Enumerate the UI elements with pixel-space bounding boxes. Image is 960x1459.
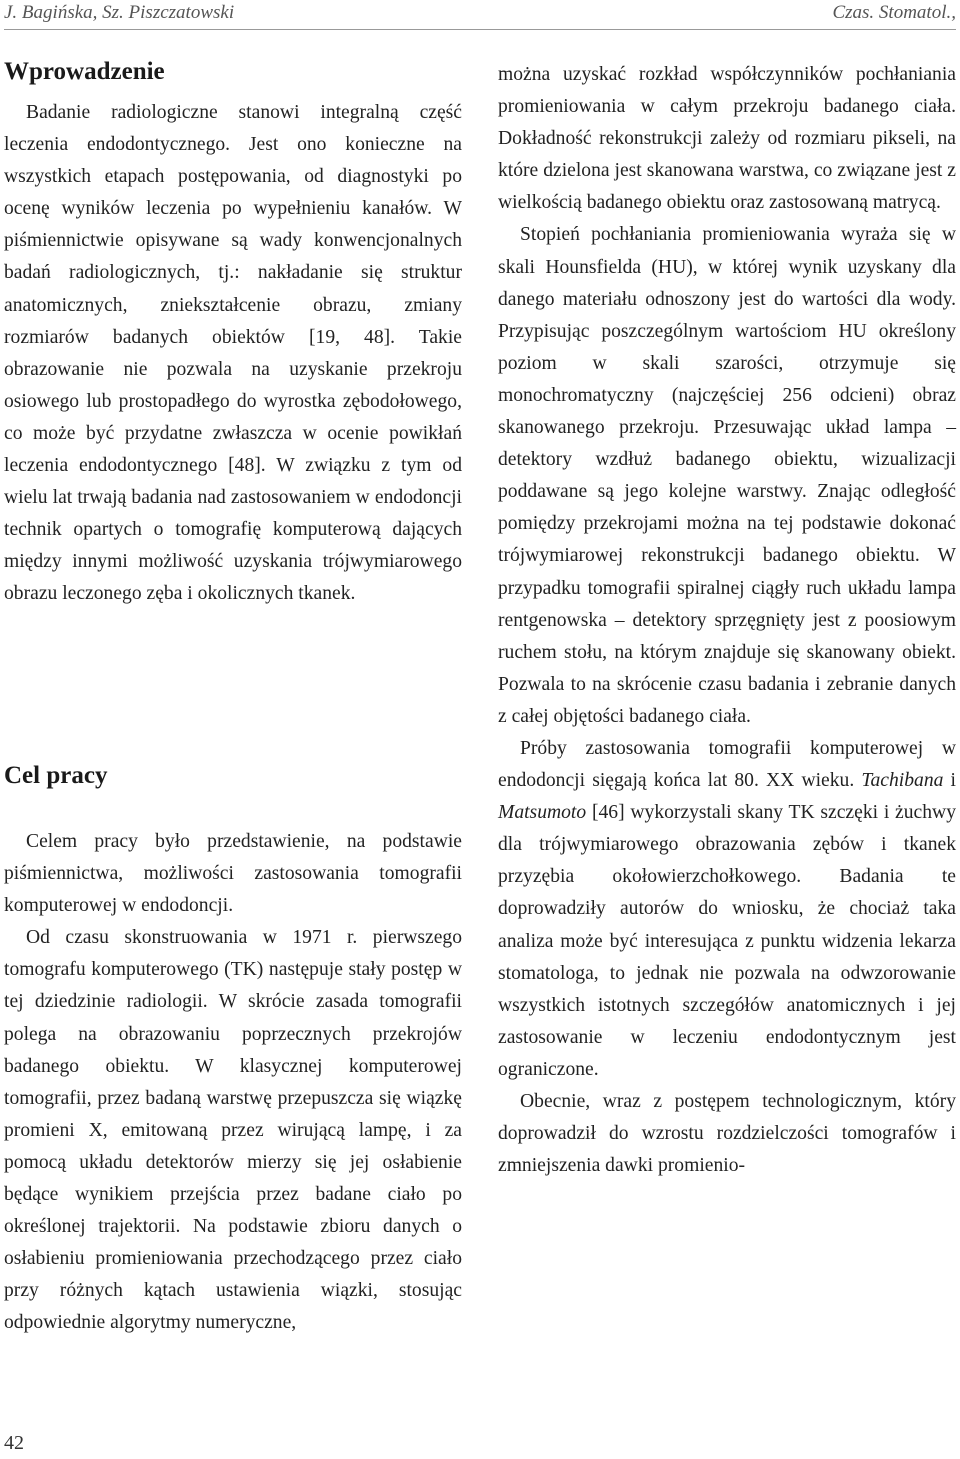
aim-section xyxy=(4,826,462,1340)
right-column xyxy=(498,59,956,1182)
paragraph-reconstruction: można uzyskać rozkład współczynników pochłaniania promieniowania w całym przekroju badanego ciała. Dokładność rekonstrukcji zależy od rozmiaru pikseli, na które dzielona jest skanowana warstwa, co związane jest z wielkością badanego obiektu oraz zastosowaną matrycą. xyxy=(498,64,956,214)
page-number: 42 xyxy=(4,1432,24,1454)
intro-section xyxy=(4,97,462,611)
history-paragraph: Od czasu skonstruowania w 1971 r. pierwszego tomografu komputerowego (TK) następuje stały postęp w tej dziedzinie radiologii. W skrócie zasada tomografii polega na obrazowaniu poprzecznych przekrojów badanego obiektu. W klasycznej komputerowej tomografii, przez badaną warstwę przepuszcza się wiązkę promieni X, emitowaną przez wirującą lampę, i za pomocą układu detektorów mierzy się jej osłabienie będące wynikiem przejścia przez badane ciało po określonej trajektorii. Na podstawie zbioru danych o osłabieniu promieniowania przechodzącego przez ciało przy różnych kątach ustawienia wiązki, stosując odpowiednie algorytmy numeryczne, xyxy=(4,927,462,1334)
p3-start: Próby zastosowania tomografii komputerowej w endodoncji sięgają końca lat 80. XX wieku. xyxy=(498,737,956,792)
p3-end: [46] wykorzystali skany TK szczęki i żuchwy dla trójwymiarowego obrazowania zębów i tkanek przyzębia okołowierzchołkowego. Badania te doprowadziły autorów do wniosku, że chociaż taka analiza może być interesująca z punktu widzenia lekarza stomatologa, to jednak nie pozwala na odwzorowanie wszystkich istotnych szczegółów anatomicznych i jej zastosowanie w leczeniu endodontycznym jest ograniczone. xyxy=(498,802,956,1080)
aim-paragraph: Celem pracy było przedstawienie, na podstawie piśmiennictwa, możliwości zastosowania tomografii komputerowej w endodoncji. xyxy=(4,831,462,917)
p3-and: i xyxy=(943,770,957,792)
section-heading-aim: Cel pracy xyxy=(4,762,108,789)
intro-paragraph: Badanie radiologiczne stanowi integralną część leczenia endodontycznego. Jest ono konieczne na wszystkich etapach postępowania, od diagnostyki po ocenę wyników leczenia po wypełnieniu kanałów. W piśmiennictwie opisywane są wady konwencjonalnych badań radiologicznych, tj.: nakładanie się struktur anatomicznych, zniekształcenie obrazu, zmiany rozmiarów badanych obiektów [19, 48]. Takie obrazowanie nie pozwala na uzyskanie przekroju osiowego lub prostopadłego do wyrostka zębodołowego, co może być przydatne zwłaszcza w ocenie powikłań leczenia endodontycznego [48]. W związku z tym od wielu lat trwają badania nad zastosowaniem w endodoncji technik opartych o tomografię komputerową dających między innymi możliwość uzyskania trójwymiarowego obrazu leczonego zęba i okolicznych tkanek. xyxy=(4,102,462,605)
paragraph-hounsfield: Stopień pochłaniania promieniowania wyraża się w skali Hounsfielda (HU), w której wynik uzyskany dla danego materiału odnoszony jest do wartości dla wody. Przypisując poszczególnym wartościom HU określony poziom w skali szarości, otrzymuje się monochromatyczny (najczęściej 256 odcieni) obraz skanowanego przekroju. Przesuwając układ lampa – detektory wzdłuż badanego obiektu, wizualizacji poddawane są jego kolejne warstwy. Znając odległość pomiędzy przekrojami można na tej podstawie dokonać trójwymiarowej rekonstrukcji badanego obiektu. W przypadku tomografii spiralnej ciągły ruch układu lampa rentgenowska – detektory sprzęgnięty jest z poosiowym ruchem stołu, na którym znajduje się skanowany obiekt. Pozwala to na skrócenie czasu badania i zebranie danych z całej objętości badanego ciała. xyxy=(498,224,956,727)
header-rule xyxy=(4,29,956,30)
paragraph-current: Obecnie, wraz z postępem technologicznym, który doprowadził do wzrostu rozdzielczości tomografów i zmniejszenia dawki promienio- xyxy=(498,1091,956,1177)
author-tachibana: Tachibana xyxy=(861,770,944,792)
author-matsumoto: Matsumoto xyxy=(498,802,587,824)
running-head xyxy=(4,2,956,26)
section-heading-introduction: Wprowadzenie xyxy=(4,58,165,85)
paragraph-early-studies xyxy=(498,733,956,1086)
header-authors: J. Bagińska, Sz. Piszczatowski xyxy=(4,2,235,23)
header-journal: Czas. Stomatol., xyxy=(832,2,956,23)
